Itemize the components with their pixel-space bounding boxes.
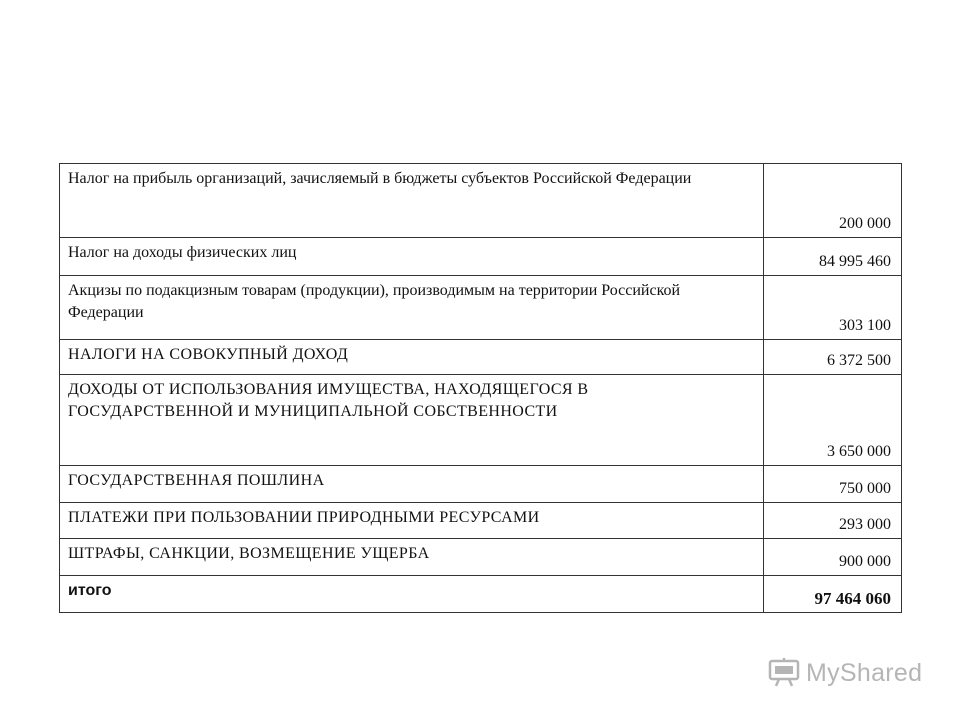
total-value: 97 464 060 bbox=[763, 576, 901, 613]
revenue-table bbox=[59, 163, 902, 613]
table-row bbox=[60, 340, 902, 375]
table-row bbox=[60, 466, 902, 503]
table-row bbox=[60, 503, 902, 539]
table-row bbox=[60, 238, 902, 276]
row-label: ДОХОДЫ ОТ ИСПОЛЬЗОВАНИЯ ИМУЩЕСТВА, НАХОДЯЩЕГОСЯ В ГОСУДАРСТВЕННОЙ И МУНИЦИПАЛЬНОЙ СОБСТВЕННОСТИ bbox=[60, 375, 764, 466]
row-label: ГОСУДАРСТВЕННАЯ ПОШЛИНА bbox=[60, 466, 764, 503]
row-value: 303 100 bbox=[763, 276, 901, 340]
row-label: ПЛАТЕЖИ ПРИ ПОЛЬЗОВАНИИ ПРИРОДНЫМИ РЕСУРСАМИ bbox=[60, 503, 764, 539]
total-label: итого bbox=[60, 576, 764, 613]
row-value: 293 000 bbox=[763, 503, 901, 539]
table-row bbox=[60, 164, 902, 238]
watermark-text: MyShared bbox=[806, 658, 923, 687]
row-value: 750 000 bbox=[763, 466, 901, 503]
row-label: Акцизы по подакцизным товарам (продукции), производимым на территории Российской Федерации bbox=[60, 276, 764, 340]
row-value: 3 650 000 bbox=[763, 375, 901, 466]
table-row bbox=[60, 276, 902, 340]
table-row bbox=[60, 375, 902, 466]
row-value: 200 000 bbox=[763, 164, 901, 238]
row-label: Налог на доходы физических лиц bbox=[60, 238, 764, 276]
table-row bbox=[60, 539, 902, 576]
row-label: ШТРАФЫ, САНКЦИИ, ВОЗМЕЩЕНИЕ УЩЕРБА bbox=[60, 539, 764, 576]
row-value: 6 372 500 bbox=[763, 340, 901, 375]
presentation-board-icon bbox=[768, 658, 800, 688]
row-value: 84 995 460 bbox=[763, 238, 901, 276]
row-value: 900 000 bbox=[763, 539, 901, 576]
mysharedwatermark bbox=[768, 658, 922, 688]
row-label: Налог на прибыль организаций, зачисляемый в бюджеты субъектов Российской Федерации bbox=[60, 164, 764, 238]
total-row bbox=[60, 576, 902, 613]
row-label: НАЛОГИ НА СОВОКУПНЫЙ ДОХОД bbox=[60, 340, 764, 375]
